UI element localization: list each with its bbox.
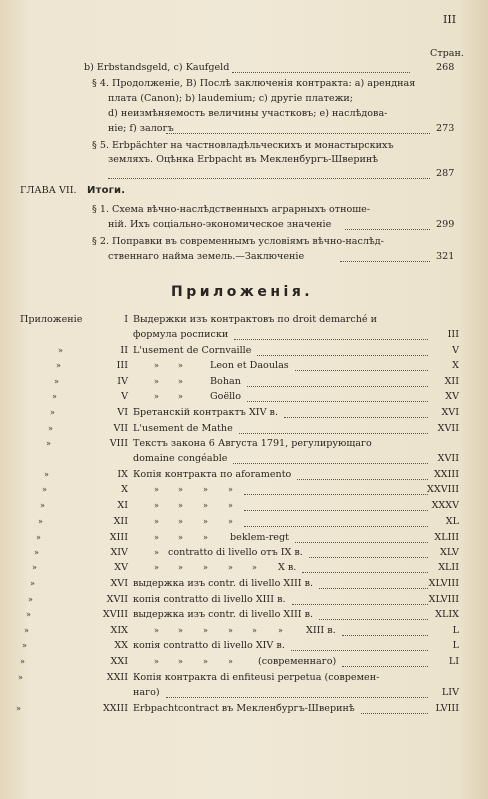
appendix-page: XVII	[437, 423, 459, 434]
ditto-mark: »	[203, 501, 208, 510]
ditto-mark: »	[178, 501, 183, 510]
appendix-text: Текстъ закона 6 Августа 1791, регулирующаго	[133, 438, 372, 449]
ditto-mark: »	[178, 361, 183, 370]
toc-line: плата (Canon); b) laudemium; c) другіе платежи;	[108, 93, 354, 104]
appendix-number: XIV	[110, 547, 128, 558]
ditto-mark: »	[252, 626, 257, 635]
leader-dots	[232, 62, 410, 73]
ditto-mark: »	[178, 657, 183, 666]
ditto-mark: »	[18, 673, 23, 682]
ditto-mark: »	[252, 563, 257, 572]
appendix-text: X в.	[278, 562, 297, 573]
toc-page: 268	[436, 62, 455, 73]
leader-dots	[257, 345, 428, 356]
toc-line: d) неизмѣняемость величины участковъ; e) наслѣдова-	[108, 108, 388, 119]
ditto-mark: »	[203, 563, 208, 572]
ditto-mark: »	[154, 548, 159, 557]
ditto-mark: »	[228, 563, 233, 572]
leader-dots	[284, 407, 428, 418]
ditto-mark: »	[30, 579, 35, 588]
leader-dots	[309, 547, 428, 558]
appendix-number: XVII	[106, 594, 128, 605]
appendix-text: L'usement de Cornvaille	[133, 345, 252, 356]
appendix-page: XL	[445, 516, 459, 527]
leader-dots	[342, 625, 428, 636]
ditto-mark: »	[154, 501, 159, 510]
appendix-column-label: Приложеніе	[20, 314, 83, 325]
ditto-mark: »	[154, 392, 159, 401]
appendix-text: копія contratto di livello XIV в.	[133, 640, 285, 651]
toc-line: земляхъ. Оцѣнка Erbpacht въ Мекленбургъ-Шверинѣ	[108, 154, 379, 165]
appendix-page: XVI	[441, 407, 459, 418]
chapter-title: Итоги.	[87, 185, 126, 196]
leader-dots	[166, 123, 430, 134]
leader-dots	[234, 329, 428, 340]
ditto-mark: »	[154, 657, 159, 666]
ditto-mark: »	[154, 361, 159, 370]
toc-page: 321	[436, 251, 455, 262]
ditto-mark: »	[203, 626, 208, 635]
appendix-page: XII	[444, 376, 459, 387]
ditto-mark: »	[16, 704, 21, 713]
toc-line: ніе; f) залогъ	[108, 123, 174, 134]
appendix-number: IX	[117, 469, 128, 480]
leader-dots	[302, 562, 428, 573]
leader-dots	[108, 168, 430, 179]
appendix-page: XLVIII	[428, 594, 459, 605]
leader-dots	[247, 391, 428, 402]
appendix-text: Копія контракта di enfiteusi perpetua (современ-	[133, 672, 380, 683]
ditto-mark: »	[203, 517, 208, 526]
leader-dots	[239, 423, 428, 434]
appendix-page: XXIII	[433, 469, 459, 480]
toc-page: 299	[436, 219, 455, 230]
ditto-mark: »	[56, 361, 61, 370]
page-column-label: Стран.	[430, 48, 464, 59]
appendices-title: Приложенія.	[171, 284, 314, 300]
ditto-mark: »	[178, 392, 183, 401]
leader-dots	[340, 251, 430, 262]
appendix-page: XV	[445, 391, 459, 402]
ditto-mark: »	[228, 657, 233, 666]
ditto-mark: »	[52, 392, 57, 401]
ditto-mark: »	[203, 657, 208, 666]
appendix-text: domaine congéable	[133, 453, 228, 464]
appendix-number: I	[124, 314, 128, 325]
appendix-text: beklem-regt	[230, 532, 289, 543]
appendix-number: XIX	[110, 625, 128, 636]
ditto-mark: »	[228, 517, 233, 526]
ditto-mark: »	[278, 626, 283, 635]
ditto-mark: »	[178, 533, 183, 542]
appendix-page: XLIII	[434, 532, 459, 543]
ditto-mark: »	[228, 485, 233, 494]
leader-dots	[292, 594, 428, 605]
leader-dots	[166, 687, 428, 698]
appendix-text: Goëllo	[210, 391, 242, 402]
appendix-page: L	[452, 640, 459, 651]
leader-dots	[244, 484, 428, 495]
ditto-mark: »	[20, 657, 25, 666]
leader-dots	[319, 578, 428, 589]
ditto-mark: »	[46, 439, 51, 448]
toc-line: § 2. Поправки въ современнымъ условіямъ вѣчно-наслѣд-	[92, 236, 384, 247]
ditto-mark: »	[228, 626, 233, 635]
leader-dots	[297, 469, 428, 480]
ditto-mark: »	[178, 485, 183, 494]
appendix-text: формула роспиcки	[133, 329, 229, 340]
appendix-page: X	[452, 360, 459, 371]
ditto-mark: »	[26, 610, 31, 619]
leader-dots	[233, 453, 428, 464]
ditto-mark: »	[22, 641, 27, 650]
appendix-number: XXII	[106, 672, 128, 683]
toc-page: 287	[436, 168, 455, 179]
ditto-mark: »	[154, 485, 159, 494]
appendix-page: V	[452, 345, 459, 356]
ditto-mark: »	[154, 533, 159, 542]
appendix-page: III	[447, 329, 459, 340]
appendix-number: XVI	[110, 578, 128, 589]
appendix-number: VII	[113, 423, 128, 434]
ditto-mark: »	[178, 563, 183, 572]
appendix-page: XVII	[437, 453, 459, 464]
appendix-text: выдержка изъ contr. di livello XIII в.	[133, 609, 314, 620]
ditto-mark: »	[154, 626, 159, 635]
appendix-text: (современнаго)	[258, 656, 337, 667]
ditto-mark: »	[48, 424, 53, 433]
ditto-mark: »	[40, 501, 45, 510]
ditto-mark: »	[24, 626, 29, 635]
appendix-page: XLII	[438, 562, 459, 573]
appendix-number: XXI	[110, 656, 128, 667]
appendix-text: копія contratto di livello XIII в.	[133, 594, 286, 605]
appendix-text: XIII в.	[306, 625, 336, 636]
appendix-number: XI	[117, 500, 128, 511]
appendix-page: LI	[448, 656, 459, 667]
ditto-mark: »	[34, 548, 39, 557]
appendix-number: X	[121, 484, 128, 495]
appendix-text: Копія контракта по aforamento	[133, 469, 292, 480]
ditto-mark: »	[36, 533, 41, 542]
ditto-mark: »	[228, 501, 233, 510]
appendix-number: III	[116, 360, 128, 371]
leader-dots	[295, 360, 428, 371]
toc-line: b) Erbstandsgeld, c) Kaufgeld	[84, 62, 230, 73]
appendix-text: Leon et Daoulas	[210, 360, 289, 371]
appendix-number: II	[120, 345, 128, 356]
ditto-mark: »	[154, 563, 159, 572]
leader-dots	[244, 500, 428, 511]
appendix-number: VIII	[109, 438, 128, 449]
ditto-mark: »	[178, 517, 183, 526]
ditto-mark: »	[58, 346, 63, 355]
ditto-mark: »	[154, 517, 159, 526]
ditto-mark: »	[178, 626, 183, 635]
appendix-text: наго)	[133, 687, 160, 698]
toc-line: § 4. Продолженіе, B) Послѣ заключенія контракта: a) арендная	[92, 78, 416, 89]
ditto-mark: »	[38, 517, 43, 526]
appendix-number: IV	[117, 376, 128, 387]
appendix-page: XXXV	[431, 500, 459, 511]
leader-dots	[319, 609, 428, 620]
appendix-text: выдержка изъ contr. di livello XIII в.	[133, 578, 314, 589]
leader-dots	[345, 219, 430, 230]
appendix-number: V	[121, 391, 128, 402]
chapter-label: ГЛАВА VII.	[20, 185, 77, 196]
toc-line: ній. Ихъ соціально-экономическое значеніе	[108, 219, 332, 230]
appendix-text: Бретанскій контрактъ XIV в.	[133, 407, 279, 418]
leader-dots	[247, 376, 428, 387]
appendix-text: Выдержки изъ контрактовъ по droit demarché и	[133, 314, 378, 325]
appendix-page: LVIII	[435, 703, 459, 714]
appendix-number: XXIII	[102, 703, 128, 714]
appendix-page: L	[452, 625, 459, 636]
leader-dots	[244, 516, 428, 527]
appendix-number: XIII	[109, 532, 128, 543]
appendix-page: XLVIII	[428, 578, 459, 589]
leader-dots	[295, 532, 428, 543]
toc-page: 273	[436, 123, 455, 134]
ditto-mark: »	[203, 533, 208, 542]
appendix-page: XXVIII	[427, 484, 459, 495]
ditto-mark: »	[203, 485, 208, 494]
appendix-text: contratto di livello отъ IX в.	[168, 547, 303, 558]
leader-dots	[342, 656, 428, 667]
ditto-mark: »	[50, 408, 55, 417]
ditto-mark: »	[154, 377, 159, 386]
appendix-text: Erbpachtcontract въ Мекленбургъ-Шверинѣ	[133, 703, 355, 714]
ditto-mark: »	[178, 377, 183, 386]
appendix-number: XX	[114, 640, 128, 651]
leader-dots	[361, 703, 428, 714]
ditto-mark: »	[54, 377, 59, 386]
ditto-mark: »	[28, 595, 33, 604]
appendix-number: XVIII	[102, 609, 128, 620]
appendix-page: LIV	[441, 687, 459, 698]
toc-line: § 5. Erbpächter на частновладѣльческихъ и монастырскихъ	[92, 140, 394, 151]
ditto-mark: »	[42, 485, 47, 494]
appendix-number: VI	[117, 407, 128, 418]
appendix-text: Bohan	[210, 376, 241, 387]
appendix-page: XLIX	[435, 609, 459, 620]
appendix-text: L'usement de Mathe	[133, 423, 233, 434]
page-number: III	[443, 13, 457, 26]
toc-line: § 1. Схема вѣчно-наслѣдственныхъ аграрныхъ отноше-	[92, 204, 371, 215]
toc-line: ственнаго найма земель.—Заключеніе	[108, 251, 305, 262]
leader-dots	[291, 640, 428, 651]
appendix-number: XV	[114, 562, 128, 573]
appendix-page: XLV	[440, 547, 459, 558]
ditto-mark: »	[44, 470, 49, 479]
ditto-mark: »	[32, 563, 37, 572]
appendix-number: XII	[113, 516, 128, 527]
